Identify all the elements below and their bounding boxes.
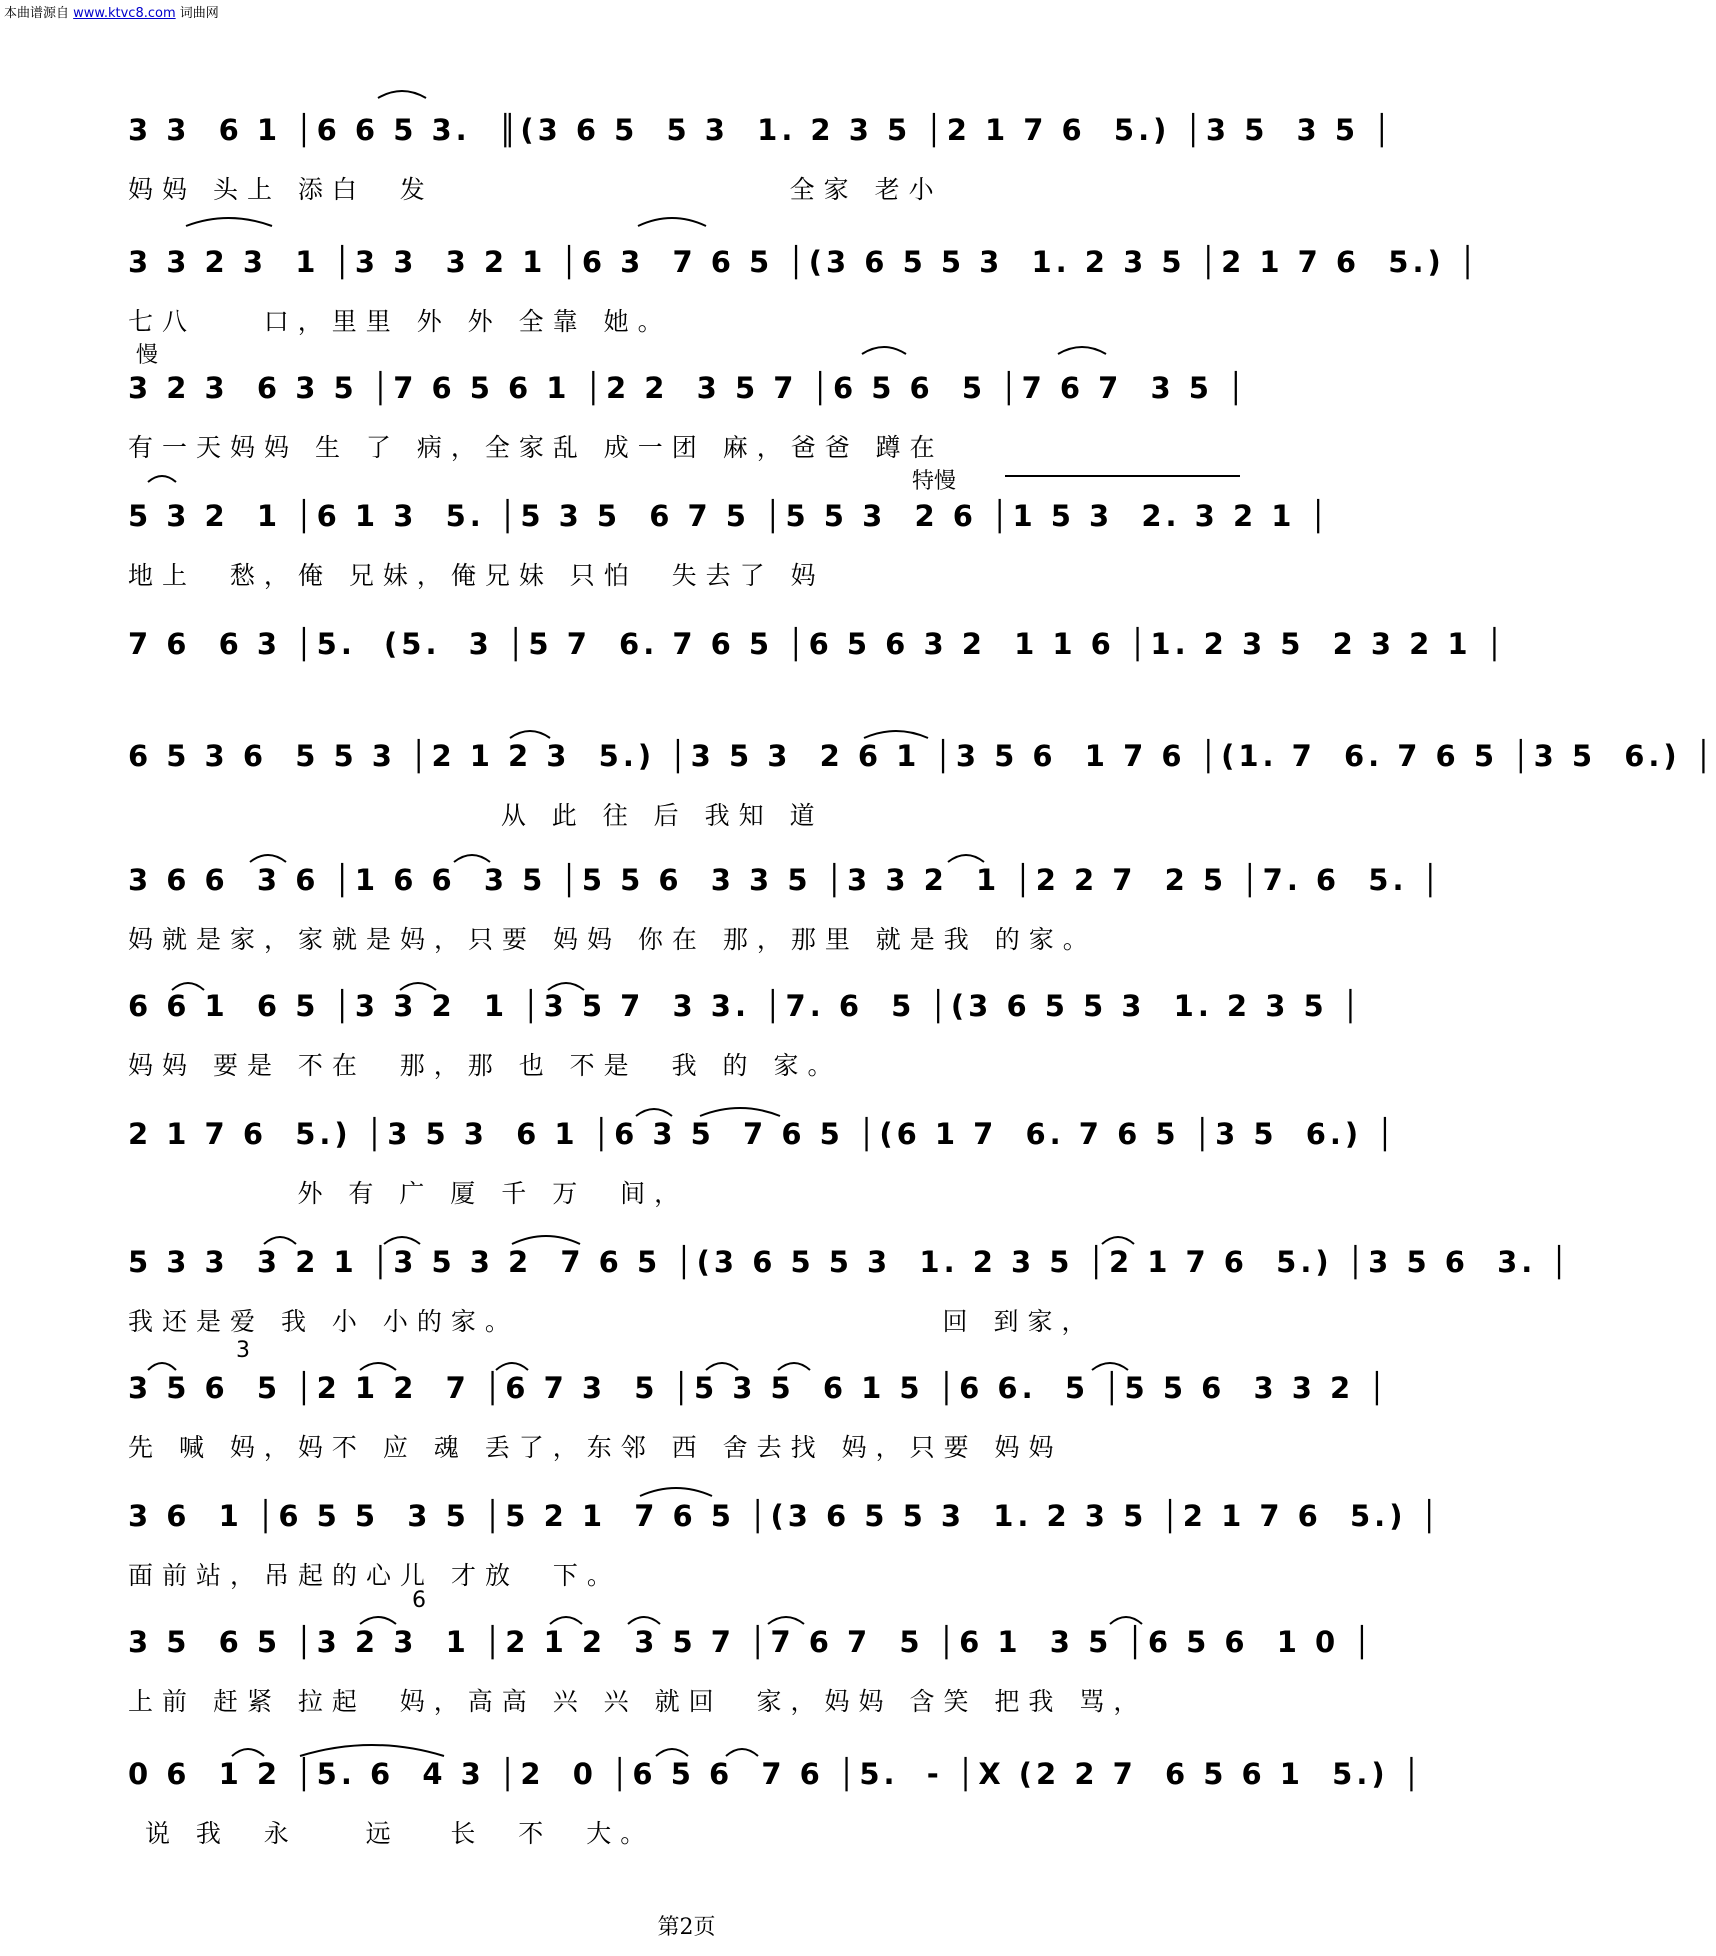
tie-arc	[778, 1363, 810, 1370]
lyrics-line: 面前站，吊起的心儿 才放 下。	[128, 1561, 621, 1590]
lyrics-line: 我还是爱 我 小 小的家。 回 到家，	[128, 1307, 1096, 1336]
tie-arc	[510, 731, 550, 738]
tie-arc	[948, 855, 984, 862]
notation-line: 3 5 6 5 │3 2 3 1 │2 1 2 3 5 7 │7 6 7 5 │6 1 3 5 │6 5 6 1 0 │	[128, 1625, 1375, 1659]
tie-arc	[1092, 1363, 1128, 1370]
notation-line: 5 3 3 3 2 1 │3 5 3 2 7 6 5 │(3 6 5 5 3 1. 2 3 5 │2 1 7 6 5.) │3 5 6 3. │	[128, 1245, 1572, 1279]
grace-note-mark: 6	[412, 1588, 426, 1613]
tie-arc	[300, 1745, 444, 1756]
tie-arc	[232, 1749, 264, 1756]
notation-line: 3 5 6 5 │2 1 2 7 │6 7 3 5 │5 3 5 6 1 5 │6 6. 5 │5 5 6 3 3 2 │	[128, 1371, 1390, 1405]
tie-arc	[496, 1363, 528, 1370]
tie-arc	[186, 218, 272, 226]
lyrics-line: 说 我 永 远 长 不 大。	[128, 1819, 655, 1848]
lyrics-line: 地上 愁，俺 兄妹，俺兄妹 只怕 失去了 妈	[128, 561, 825, 590]
source-link[interactable]: www.ktvc8.com	[73, 6, 176, 21]
tie-arc	[726, 1749, 758, 1756]
lyrics-line: 先 喊 妈，妈不 应 魂 丢了，东邻 西 舍去找 妈，只要 妈妈	[128, 1433, 1063, 1462]
lyrics-line: 七八 口，里里 外 外 全靠 她。	[128, 307, 672, 336]
tie-arc	[640, 1488, 712, 1496]
grace-note-mark: 3	[236, 1338, 250, 1363]
tie-arc	[628, 1617, 660, 1624]
lyrics-line: 妈就是家，家就是妈，只要 妈妈 你在 那，那里 就是我 的家。	[128, 925, 1097, 954]
tie-arc	[1110, 1617, 1142, 1624]
notation-line: 6 5 3 6 5 5 3 │2 1 2 3 5.) │3 5 3 2 6 1 │3 5 6 1 7 6 │(1. 7 6. 7 6 5 │3 5 6.) │	[128, 739, 1716, 773]
tie-arc	[360, 1363, 396, 1370]
notation-line: 0 6 1 2 │5. 6 4 3 │2 0 │6 5 6 7 6 │5. - │X (2 2 7 6 5 6 1 5.) │	[128, 1757, 1425, 1791]
tie-arc	[548, 983, 584, 990]
tie-arc	[700, 1108, 780, 1116]
tie-arc	[550, 1617, 582, 1624]
page-number: 第2页	[657, 1915, 716, 1940]
source-suffix: 词曲网	[179, 6, 219, 21]
notation-line: 3 6 1 │6 5 5 3 5 │5 2 1 7 6 5 │(3 6 5 5 3 1. 2 3 5 │2 1 7 6 5.) │	[128, 1499, 1443, 1533]
lyrics-line: 外 有 广 厦 千 万 间，	[128, 1179, 689, 1208]
tie-arc	[172, 983, 204, 990]
tie-arc	[264, 1237, 296, 1244]
tie-arc	[250, 855, 286, 862]
tempo-mark-slow: 慢	[136, 343, 159, 368]
notation-line: 6 6 1 6 5 │3 3 2 1 │3 5 7 3 3. │7. 6 5 │(3 6 5 5 3 1. 2 3 5 │	[128, 989, 1364, 1023]
tie-arc	[512, 1236, 580, 1244]
tie-arc	[400, 983, 436, 990]
tie-arc	[636, 1109, 672, 1116]
tie-arc	[148, 1363, 176, 1370]
tie-arc	[706, 1363, 738, 1370]
tie-arc	[148, 476, 176, 482]
tie-arc	[384, 1237, 420, 1244]
tie-arc	[862, 347, 906, 354]
lyrics-line: 妈妈 要是 不在 那，那 也 不是 我 的 家。	[128, 1051, 842, 1080]
tie-arc	[638, 218, 706, 226]
source-prefix: 本曲谱源自	[4, 6, 70, 21]
notation-line: 5 3 2 1 │6 1 3 5. │5 3 5 6 7 5 │5 5 3 2 6 │1 5 3 2. 3 2 1 │	[128, 499, 1331, 533]
notation-line: 7 6 6 3 │5. (5. 3 │5 7 6. 7 6 5 │6 5 6 3 2 1 1 6 │1. 2 3 5 2 3 2 1 │	[128, 627, 1508, 661]
tie-arc	[656, 1749, 688, 1756]
tie-arc	[454, 855, 490, 862]
notation-line: 2 1 7 6 5.) │3 5 3 6 1 │6 3 5 7 6 5 │(6 1 7 6. 7 6 5 │3 5 6.) │	[128, 1117, 1398, 1151]
lyrics-line: 有一天妈妈 生 了 病，全家乱 成一团 麻，爸爸 蹲在	[128, 433, 944, 462]
tie-arc	[378, 91, 426, 98]
tie-arc	[360, 1617, 396, 1624]
notation-line: 3 3 6 1 │6 6 5 3. ║(3 6 5 5 3 1. 2 3 5 │2 1 7 6 5.) │3 5 3 5 │	[128, 113, 1395, 147]
tie-arc	[864, 731, 928, 738]
notation-line: 3 2 3 6 3 5 │7 6 5 6 1 │2 2 3 5 7 │6 5 6 5 │7 6 7 3 5 │	[128, 371, 1249, 405]
lyrics-line: 上前 赶紧 拉起 妈，高高 兴 兴 就回 家，妈妈 含笑 把我 骂，	[128, 1687, 1148, 1716]
lyrics-line: 从 此 往 后 我知 道	[128, 801, 824, 830]
notation-line: 3 3 2 3 1 │3 3 3 2 1 │6 3 7 6 5 │(3 6 5 5 3 1. 2 3 5 │2 1 7 6 5.) │	[128, 245, 1481, 279]
lyrics-line: 妈妈 头上 添白 发 全家 老小	[128, 175, 943, 204]
tempo-mark-very-slow: 特慢	[912, 469, 957, 494]
notation-line: 3 6 6 3 6 │1 6 6 3 5 │5 5 6 3 3 5 │3 3 2 1 │2 2 7 2 5 │7. 6 5. │	[128, 863, 1444, 897]
tie-arc	[768, 1617, 804, 1624]
tie-arc	[1102, 1237, 1134, 1244]
tie-arc	[1058, 347, 1106, 354]
